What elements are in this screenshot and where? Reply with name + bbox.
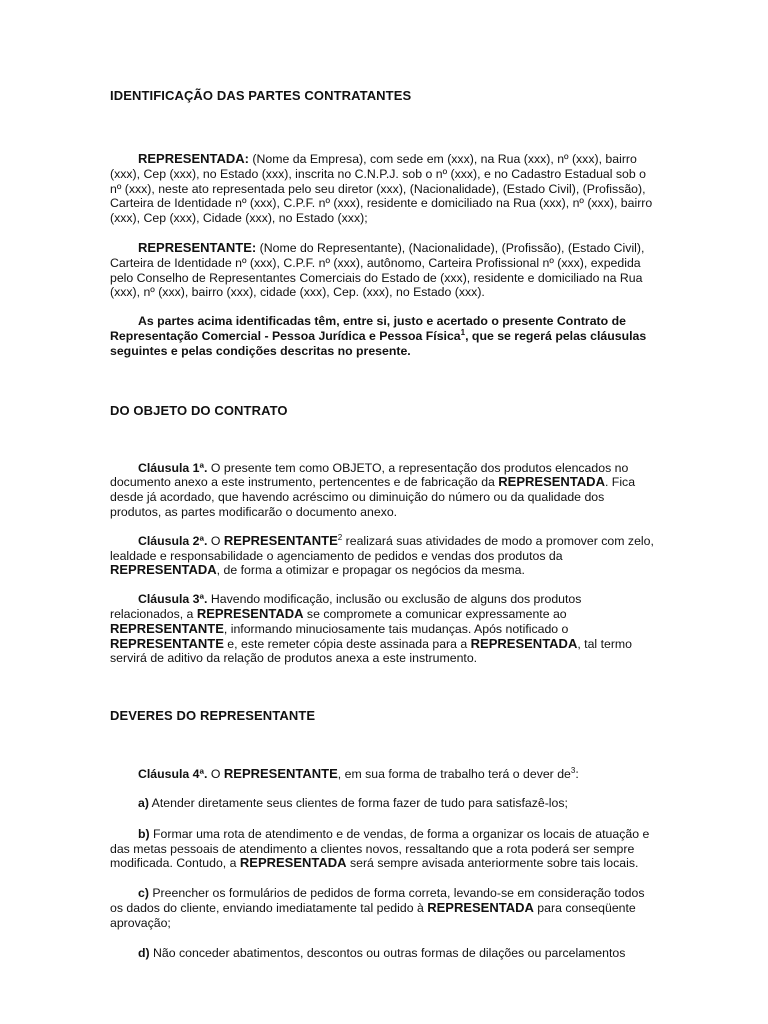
- term-representante-label: REPRESENTANTE:: [138, 239, 257, 255]
- paragraph-representada: REPRESENTADA: (Nome da Empresa), com sede em (xxx), na Rua (xxx), nº (xxx), bairro (xxx), Cep (xxx), no Estado (xxx), inscrita no C.N.P.J. sob o nº (xxx), e no Cadastro Estadual sob o nº (xxx), neste ato representada pelo seu diretor (xxx), (Nacionalidade), (Estado Civil), (Profissão), Carteira de Identidade nº (xxx), C.P.F. nº (xxx), residente e domiciliado na Rua (xxx), nº (xxx), bairro (xxx), Cep (xxx), Cidade (xxx), no Estado (xxx);: [110, 151, 653, 226]
- section-heading-identificacao: IDENTIFICAÇÃO DAS PARTES CONTRATANTES: [110, 88, 412, 103]
- item-d: d) Não conceder abatimentos, descontos ou outras formas de dilações ou parcelamentos: [138, 945, 626, 960]
- footnote-ref-1: 1: [460, 327, 466, 337]
- clause-3: Cláusula 3ª. Havendo modificação, inclusão ou exclusão de alguns dos produtos relacionados, a REPRESENTADA se compromete a comunicar expressamente ao REPRESENTANTE, informando minuciosamente tais mudanças. Após notificado o REPRESENTANTE e, este remeter cópia deste assinada para a REPRESENTADA, tal termo servirá de aditivo da relação de produtos anexa a este instrumento.: [110, 592, 633, 666]
- section-heading-objeto: DO OBJETO DO CONTRATO: [110, 402, 288, 418]
- item-c: c) Preencher os formulários de pedidos de forma correta, levando-se em consideração todos os dados do cliente, enviando imediatamente tal pedido à REPRESENTADA para conseqüente aprovação;: [110, 886, 645, 930]
- item-a: a) Atender diretamente seus clientes de forma fazer de tudo para satisfazê-los;: [138, 795, 568, 810]
- section-heading-deveres: DEVERES DO REPRESENTANTE: [110, 708, 316, 724]
- clause-4: Cláusula 4ª. O REPRESENTANTE, em sua forma de trabalho terá o dever $de^3$:: [138, 766, 579, 782]
- item-b: b) Formar uma rota de atendimento e de vendas, de forma a organizar os locais de atuação e das metas pessoais de atendimento a clientes novos, ressaltando que a rota poderá ser sempre modificada. Contudo, a REPRESENTADA será sempre avisada anteriormente sobre tais locais.: [110, 826, 650, 871]
- paragraph-partes: As partes acima identificadas têm, entre si, justo e acertado o presente Contrato de Representação Comercial - Pessoa Jurídica e Pessoa Física$^1$, que se regerá pelas cláusulas seguintes e pelas condições descritas no presente.: [110, 314, 647, 358]
- clause-2: Cláusula 2ª. O REPRESENTANTE$^2$ realizará suas atividades de modo a promover com zelo, lealdade e responsabilidade o agenciamento de pedidos e vendas dos produtos da REPRESENTADA, de forma a otimizar e propagar os negócios da mesma.: [110, 532, 654, 578]
- paragraph-representante: REPRESENTANTE: (Nome do Representante), (Nacionalidade), (Profissão), (Estado Civil), Carteira de Identidade nº (xxx), C.P.F. nº (xxx), autônomo, Carteira Profissional nº (xxx), expedida pelo Conselho de Representantes Comerciais do Estado de (xxx), residente e domiciliado na Rua (xxx), nº (xxx), bairro (xxx), cidade (xxx), Cep. (xxx), no Estado (xxx).: [110, 239, 645, 300]
- clause-1: Cláusula 1ª. O presente tem como OBJETO, a representação dos produtos elencados no documento anexo a este instrumento, pertencentes e de fabricação da REPRESENTADA. Fica desde já acordado, que havendo acréscimo ou diminuição do número ou da qualidade dos produtos, as partes modificarão o documento anexo.: [110, 460, 636, 519]
- footnote-ref-3: 3: [570, 766, 576, 776]
- footnote-ref-2: 2: [337, 532, 343, 542]
- term-representada-label: REPRESENTADA:: [138, 151, 249, 166]
